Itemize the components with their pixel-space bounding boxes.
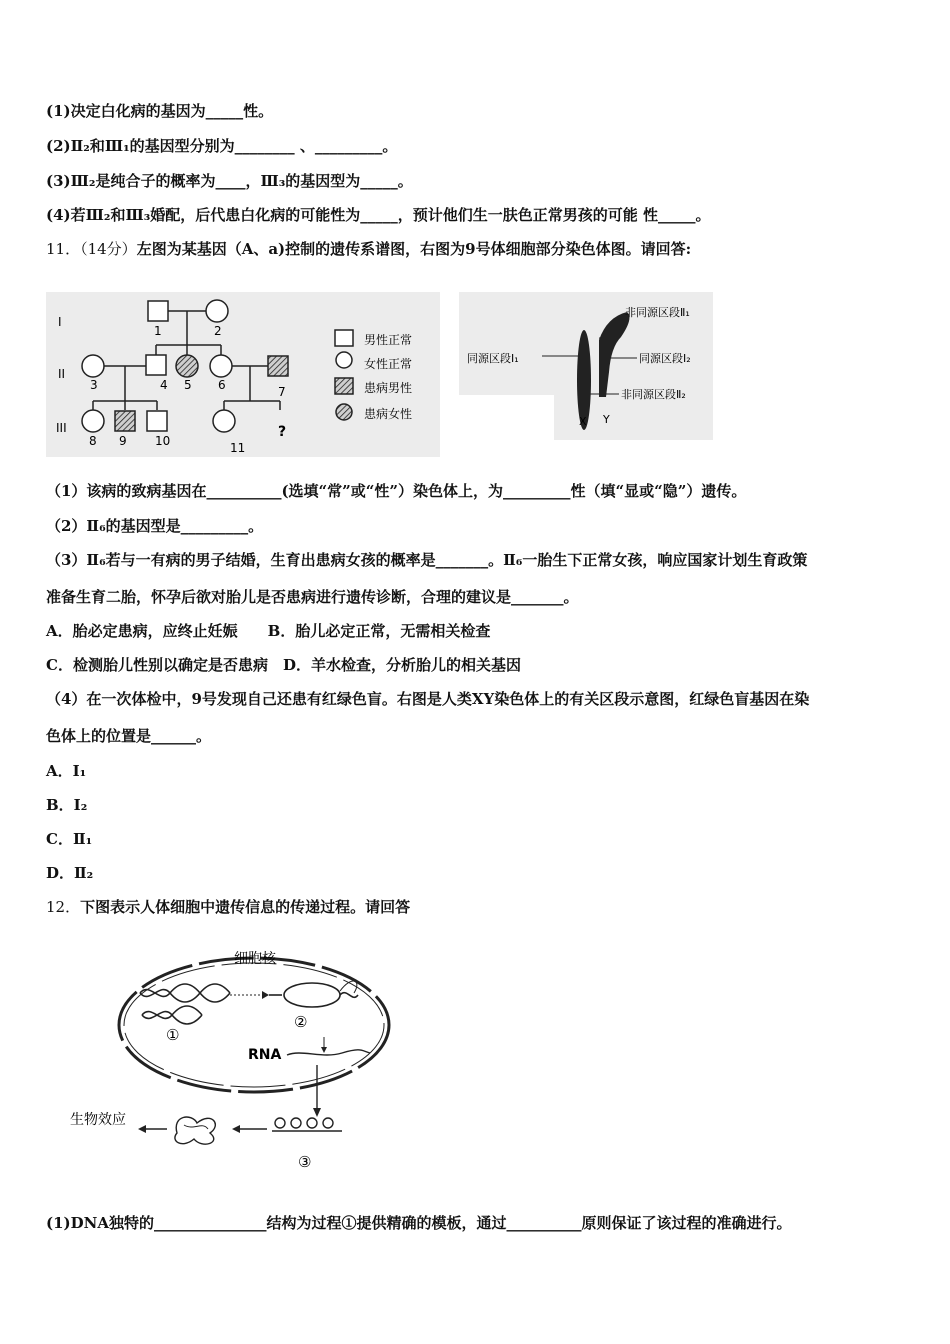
individual-5 (176, 355, 198, 377)
transcription-bubble (284, 983, 340, 1007)
nuclear-membrane-outer (119, 958, 389, 1092)
nucleus-label: 细胞核 (234, 951, 276, 967)
label-homologous-i2: 同源区段Ⅰ₂ (639, 352, 691, 365)
label-1: 1 (154, 324, 162, 338)
legend-male-normal: 男性正常 (364, 333, 413, 347)
individual-8 (82, 410, 104, 432)
individual-9 (115, 411, 135, 431)
q12-number: 12． (46, 898, 81, 916)
rna-label: RNA (248, 1047, 282, 1063)
legend-male-ill-icon (335, 378, 353, 394)
legend-male-normal-icon (335, 330, 353, 346)
label-5: 5 (184, 378, 192, 392)
label-y: Y (603, 413, 610, 426)
q11-number: 11． (46, 240, 81, 258)
individual-6 (210, 355, 232, 377)
q11-option-d: D．Ⅱ₂ (46, 864, 94, 882)
q10-part1: (1)决定白化病的基因为_____性。 (46, 102, 274, 120)
label-10: 10 (155, 434, 171, 448)
label-2: 2 (214, 324, 222, 338)
label-9: 9 (119, 434, 127, 448)
process-3-label: ③ (298, 1153, 312, 1171)
individual-7 (268, 356, 288, 376)
xy-chromosome-figure (459, 292, 713, 440)
q11-stem: 左图为某基因（A、a)控制的遗传系谱图，右图为9号体细胞部分染色体图。请回答: (136, 240, 692, 258)
label-4: 4 (160, 378, 168, 392)
rna-strand (287, 1050, 370, 1055)
gen-label-1: I (58, 315, 62, 329)
q10-part2: (2)Ⅱ₂和Ⅲ₁的基因型分别为________ 、_________。 (46, 137, 398, 155)
legend-female-ill-icon (336, 404, 352, 420)
label-11: 11 (230, 441, 246, 455)
q10-part3: (3)Ⅲ₂是纯合子的概率为____，Ⅲ₃的基因型为_____。 (46, 172, 413, 190)
process-1-label: ① (166, 1026, 180, 1044)
individual-3 (82, 355, 104, 377)
label-unknown: ? (278, 424, 287, 440)
nuclear-membrane-inner (124, 963, 384, 1087)
individual-4 (146, 355, 166, 375)
pedigree-figure (46, 292, 440, 457)
label-x: X (579, 415, 587, 428)
q11-part4-line1: （4）在一次体检中，9号发现自己还患有红绿色盲。右图是人类XY染色体上的有关区段示意图，红绿色盲基因在染 (46, 690, 810, 708)
individual-11 (213, 410, 235, 432)
legend-female-normal: 女性正常 (364, 357, 413, 371)
individual-2 (206, 300, 228, 322)
individual-1 (148, 301, 168, 321)
q11-score: （14分） (80, 240, 137, 258)
process-2-label: ② (294, 1013, 308, 1031)
individual-10 (147, 411, 167, 431)
q11-stem-line (46, 239, 691, 259)
q11-option-a: A．I₁ (46, 762, 87, 780)
gene-expression-diagram (62, 935, 422, 1175)
label-nonhomologous-ii2: 非同源区段Ⅱ₂ (621, 388, 686, 401)
q11-option-b: B．I₂ (46, 796, 88, 814)
q11-part4-line2: 色体上的位置是______。 (46, 727, 212, 745)
biological-effect-label: 生物效应 (70, 1112, 126, 1128)
label-7: 7 (278, 385, 286, 399)
protein-icon (175, 1117, 215, 1144)
gen-label-3: III (56, 421, 67, 435)
dna-helix-bottom-strand (142, 1006, 202, 1018)
q11-part2: （2）Ⅱ₆的基因型是_________。 (46, 517, 264, 535)
label-8: 8 (89, 434, 97, 448)
q11-option-c: C．Ⅱ₁ (46, 830, 93, 848)
q11-options-ab: A．胎必定患病，应终止妊娠 B．胎儿必定正常，无需相关检查 (46, 622, 491, 640)
legend-female-normal-icon (336, 352, 352, 368)
q11-part1: （1）该病的致病基因在__________(选填“常”或“性”）染色体上，为_________性（填“显或“隐”）遗传。 (46, 482, 747, 500)
legend-male-ill: 患病男性 (364, 381, 413, 395)
label-nonhomologous-ii1: 非同源区段Ⅱ₁ (625, 306, 690, 319)
q12-stem: 下图表示人体细胞中遗传信息的传递过程。请回答 (80, 898, 411, 916)
label-homologous-i1: 同源区段Ⅰ₁ (467, 352, 519, 365)
polyribosome (275, 1118, 333, 1128)
q11-part3-line2: 准备生育二胎，怀孕后欲对胎儿是否患病进行遗传诊断，合理的建议是_______。 (46, 588, 579, 606)
legend-female-ill: 患病女性 (364, 407, 413, 421)
q10-part4: (4)若Ⅲ₂和Ⅲ₃婚配，后代患白化病的可能性为_____，预计他们生一肤色正常男孩的可能 性_____。 (46, 206, 711, 224)
label-3: 3 (90, 378, 98, 392)
q11-part3-line1: （3）Ⅱ₆若与一有病的男子结婚，生育出患病女孩的概率是_______。Ⅱ₆一胎生下正常女孩，响应国家计划生育政策 (46, 551, 808, 569)
label-6: 6 (218, 378, 226, 392)
q11-options-cd: C．检测胎儿性别以确定是否患病 D．羊水检查，分析胎儿的相关基因 (46, 656, 521, 674)
q12-part1: (1)DNA独特的_______________结构为过程①提供精确的模板，通过__________原则保证了该过程的准确进行。 (46, 1214, 792, 1232)
q12-stem-line (46, 897, 410, 917)
gen-label-2: II (58, 367, 66, 381)
